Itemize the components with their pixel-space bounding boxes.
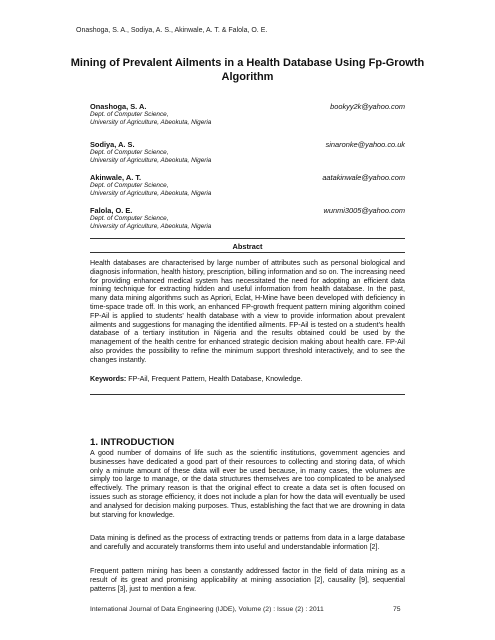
- author-name: Falola, O. E.: [90, 206, 133, 215]
- author-email[interactable]: bookyy2k@yahoo.com: [330, 102, 405, 111]
- abstract-bottom-rule: [90, 394, 405, 395]
- author-university: University of Agriculture, Abeokuta, Nigeria: [90, 157, 212, 164]
- author-email[interactable]: aatakinwale@yahoo.com: [322, 173, 405, 182]
- author-name: Onashoga, S. A.: [90, 102, 147, 111]
- author-block: [90, 140, 405, 165]
- page-number: 75: [393, 606, 401, 613]
- author-dept: Dept. of Computer Science,: [90, 111, 169, 118]
- abstract-heading-rule: [90, 252, 405, 253]
- intro-paragraph: Frequent pattern mining has been a constantly addressed factor in the field of data mining as a result of its great and promising applicability at mining association [2], causality [9], sequential patterns [3], just to mention a few.: [90, 567, 405, 593]
- intro-paragraph: Data mining is defined as the process of extracting trends or patterns from data in a large database and carefully and accurately transforms them into useful and understandable information [2].: [90, 534, 405, 551]
- keywords-line: [90, 375, 405, 383]
- author-dept: Dept. of Computer Science,: [90, 149, 169, 156]
- author-block: [90, 173, 405, 198]
- abstract-top-rule: [90, 238, 405, 239]
- author-name: Sodiya, A. S.: [90, 140, 135, 149]
- author-block: [90, 206, 405, 231]
- author-university: University of Agriculture, Abeokuta, Nigeria: [90, 190, 212, 197]
- intro-paragraph: A good number of domains of life such as the scientific institutions, government agencies and businesses have dedicated a good part of their resources to collecting and storing data, of which only a minute amount of these data will ever be used because, in many cases, the volumes are simply too large to manage, or the data structures themselves are too complicated to be analysed effectively. The primary reason is that the original effect to create a data set is often focused on issues such as storage efficiency, it does not include a plan for how the data will eventually be used and analysed for decision making purposes. Thus, establishing the fact that we are drowning in data but starving for knowledge.: [90, 449, 405, 519]
- author-university: University of Agriculture, Abeokuta, Nigeria: [90, 223, 212, 230]
- section-heading: 1. INTRODUCTION: [90, 437, 175, 448]
- abstract-heading: Abstract: [232, 242, 263, 251]
- author-email[interactable]: sinaronke@yahoo.co.uk: [325, 140, 405, 149]
- author-university: University of Agriculture, Abeokuta, Nigeria: [90, 119, 212, 126]
- author-dept: Dept. of Computer Science,: [90, 182, 169, 189]
- paper-title: Mining of Prevalent Ailments in a Health Database Using Fp-Growth Algorithm: [70, 57, 425, 83]
- author-block: [90, 102, 405, 127]
- author-email[interactable]: wunmi3005@yahoo.com: [323, 206, 405, 215]
- keywords-text: FP-Ail, Frequent Pattern, Health Database, Knowledge.: [128, 375, 303, 383]
- author-dept: Dept. of Computer Science,: [90, 215, 169, 222]
- journal-footer: International Journal of Data Engineering (IJDE), Volume (2) : Issue (2) : 2011: [90, 606, 324, 613]
- running-head: Onashoga, S. A., Sodiya, A. S., Akinwale, A. T. & Falola, O. E.: [76, 27, 268, 34]
- abstract-text: Health databases are characterised by large number of attributes such as personal biological and diagnosis information, health history, prescription, billing information and so on. The increasing need for providing enhanced medical system has necessitated the need for adopting an efficient data mining technique for extracting hidden and useful information from health database. In the past, many data mining algorithms such as Apriori, Eclat, H-Mine have been developed with deficiency in time-space trade off. In this work, an enhanced FP-growth frequent pattern mining algorithm coined FP-Ail is applied to students' health database with a view to provide information about prevalent ailments and suggestions for managing the identified ailments. FP-Ail is tested on a student's health database of a tertiary institution in Nigeria and the results obtained could be used by the management of the health centre for enhanced strategic decision making about health care. FP-Ail also provides the possibility to refine the minimum support threshold interactively, and to see the changes instantly.: [90, 259, 405, 364]
- keywords-label: Keywords:: [90, 375, 127, 383]
- author-name: Akinwale, A. T.: [90, 173, 142, 182]
